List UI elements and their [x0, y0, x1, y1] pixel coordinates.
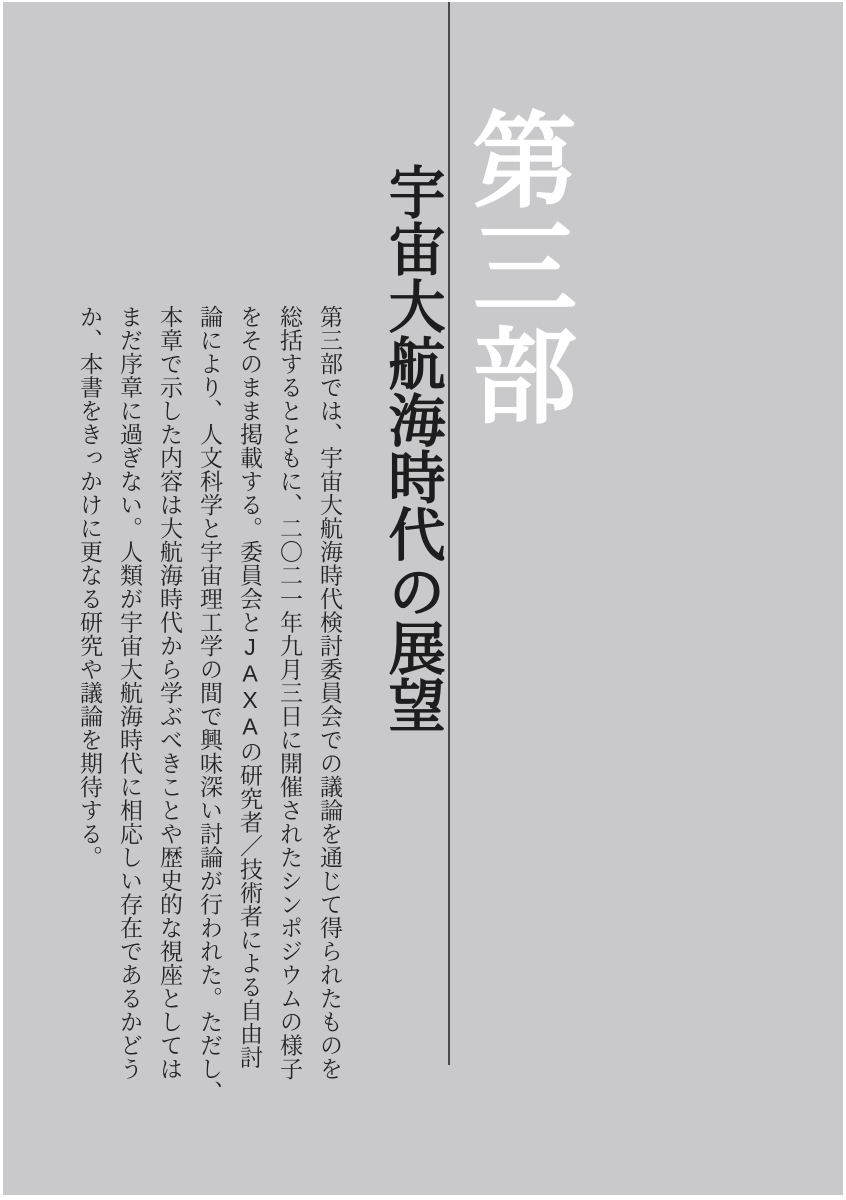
paragraph-line: をそのまま掲載する。委員会とJAXAの研究者／技術者による自由討: [237, 305, 263, 1069]
section-divider-line: [448, 2, 450, 1065]
paragraph-line: 論により、人文科学と宇宙理工学の間で興味深い討論が行われた。ただし、: [197, 305, 223, 1104]
paragraph-line: か、本書をきっかけに更なる研究や議論を期待する。: [77, 305, 103, 869]
paragraph-line: 本章で示した内容は大航海時代から学ぶべきことや歴史的な視座としては: [157, 305, 183, 1081]
lead-paragraph: [70, 305, 350, 1104]
paragraph-line: 第三部では、宇宙大航海時代検討委員会での議論を通じて得られたものを: [317, 305, 343, 1081]
paragraph-line: 総括するとともに、二〇二一年九月三日に開催されたシンポジウムの様子: [277, 305, 303, 1081]
paragraph-line: まだ序章に過ぎない。人類が宇宙大航海時代に相応しい存在であるかどう: [117, 305, 143, 1081]
part-number-title: 第三部: [457, 106, 572, 430]
chapter-title: 宇宙大航海時代の展望: [380, 163, 444, 733]
